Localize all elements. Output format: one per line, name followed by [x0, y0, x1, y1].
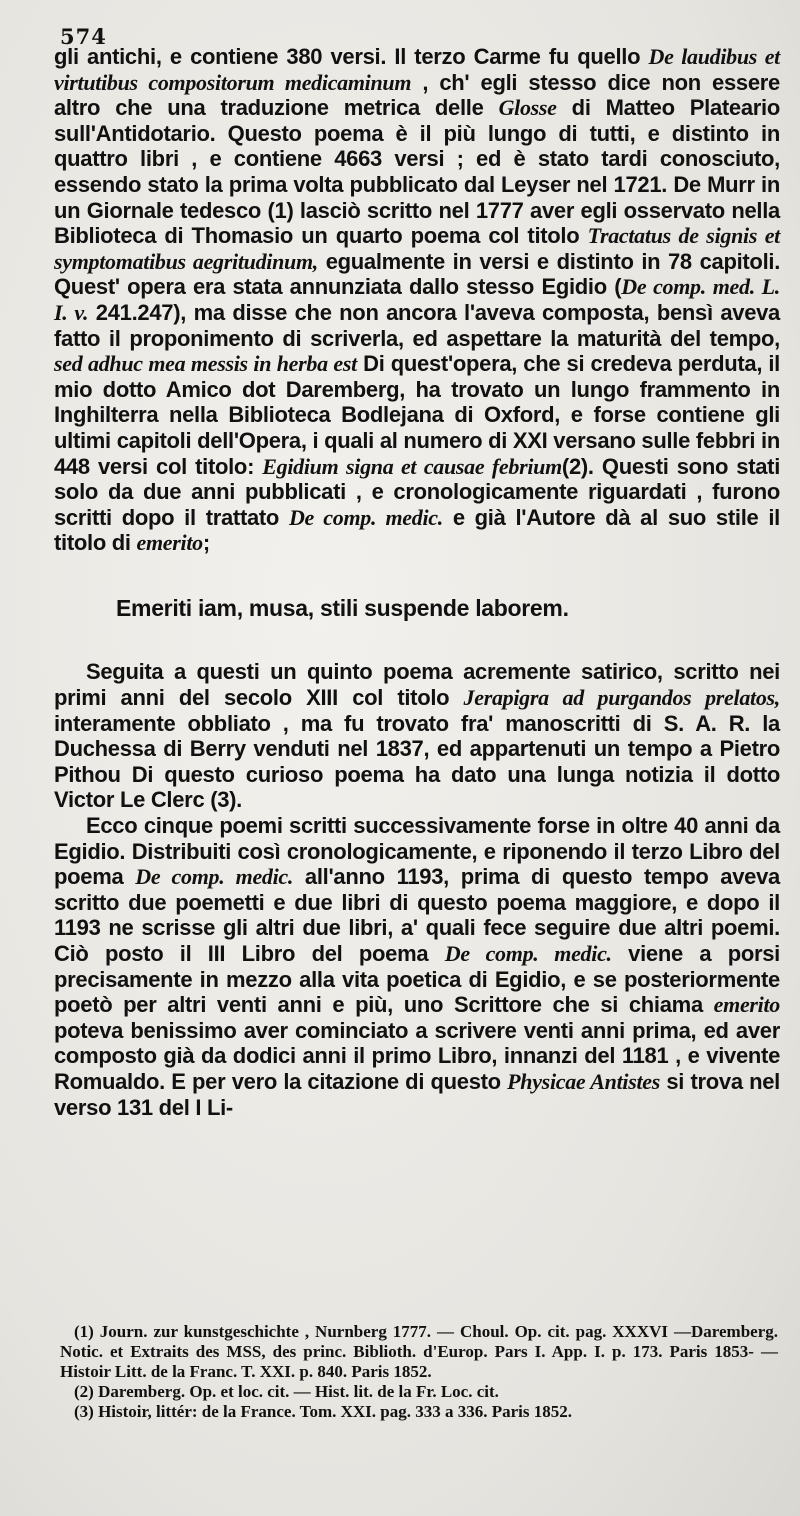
- page-number: 574: [60, 24, 107, 49]
- italic-title: De comp. medic.: [135, 864, 294, 890]
- footnote-3: (3) Histoir, littér: de la France. Tom. XXI. pag. 333 a 336. Paris 1852.: [74, 1402, 572, 1421]
- italic-title: Jerapigra ad purgandos prelatos,: [463, 685, 780, 711]
- italic-title: Physicae Antistes: [507, 1068, 661, 1094]
- text-run: Ecco cinque poemi scritti successivamente forse in oltre 40 anni da Egidio. Distribuiti così cronologicamente, e riponendo il terzo Libro del poema: [54, 813, 780, 890]
- text-run: interamente obbliato , ma fu trovato fra' manoscritti di S. A. R. la Duchessa di Berry venduti nel 1837, ed appartenuti un tempo a Pietro Pithou Di questo curioso poema ha dato una lunga notizia il dotto Victor Le Clerc (3).: [54, 710, 780, 813]
- text-run: Seguita a questi un quinto poema acremente satirico, scritto nei primi anni del secolo XIII col titolo: [54, 659, 780, 711]
- paragraph-3: [54, 813, 780, 1120]
- footnote-1: (1) Journ. zur kunstgeschichte , Nurnberg 1777. — Choul. Op. cit. pag. XXXVI —Daremberg. Notic. et Extraits des MSS, des princ. Biblioth. d'Europ. Pars I. App. I. p. 173. Paris 1853- — Histoir Litt. de la Franc. T. XXI. p. 840. Paris 1852.: [60, 1322, 778, 1381]
- footnotes: [60, 1322, 778, 1422]
- italic-title: De comp. medic.: [288, 504, 443, 530]
- text-run: e già l'Autore dà al suo stile il titolo di: [54, 504, 780, 556]
- text-run: (2). Questi sono stati solo da due anni pubblicati , e cronologicamente riguardati , furono scritti dopo il trattato: [54, 453, 781, 530]
- text-run: Di quest'opera, che si credeva perduta, il mio dotto Amico dot Daremberg, ha trovato un lungo frammento in Inghilterra nella Biblioteca Bodlejana di Oxford, e forse contiene gli ultimi capitoli dell'Opera, i quali al numero di XXI versano sulle febbri in 448 versi col titolo:: [54, 351, 780, 479]
- text-run: poteva benissimo aver cominciato a scrivere venti anni prima, ed aver composto già da dodici anni il primo Libro, innanzi del 1181 , e vivente Romualdo. E per vero la citazione di questo: [54, 1017, 780, 1094]
- italic-title: De laudibus et virtutibus compositorum medicaminum: [54, 44, 780, 95]
- italic-title: Tractatus de signis et symptomatibus aegritudinum,: [54, 223, 780, 274]
- text-run: ;: [202, 530, 210, 556]
- text-run: all'anno 1193, prima di questo tempo aveva scritto due poemetti e due libri di questo poema maggiore, e dopo il 1193 ne scrisse gli altri due libri, a' quali fece seguire due altri poemi. Ciò posto il III Libro del poema: [54, 864, 780, 966]
- verse-quotation: Emeriti iam, musa, stili suspende laborem.: [116, 594, 569, 621]
- italic-word: emerito: [713, 992, 780, 1018]
- text-run: 241.247), ma disse che non ancora l'aveva composta, bensì aveva fatto il proponimento di scriverla, ed aspettare la maturità del tempo,: [54, 299, 780, 351]
- italic-title: De comp. medic.: [444, 941, 612, 966]
- text-run: egualmente in versi e distinto in 78 capitoli. Quest' opera era stata annunziata dallo stesso Egidio (: [54, 248, 781, 300]
- text-run: , ch' egli stesso dice non essere altro che una traduzione metrica delle: [54, 69, 780, 121]
- text-run: gli antichi, e contiene 380 versi. Il terzo Carme fu quello: [54, 44, 649, 69]
- italic-quote: sed adhuc mea messis in herba est: [54, 351, 357, 377]
- italic-title: Egidium signa et causae febrium: [262, 453, 562, 479]
- paragraph-2: [54, 659, 780, 813]
- text-run: di Matteo Plateario sull'Antidotario. Questo poema è il più lungo di tutti, e distinto in quattro libri , e contiene 4663 versi ; ed è stato tardi conosciuto, essendo stato la prima volta pubblicato dal Leyser nel 1721. De Murr in un Giornale tedesco (1) lasciò scritto nel 1777 aver egli osservato nella Biblioteca di Thomasio un quarto poema col titolo: [54, 95, 780, 249]
- main-text: [54, 44, 780, 1120]
- italic-title: Glosse: [498, 95, 557, 121]
- paragraph-1: [54, 44, 780, 556]
- italic-citation: De comp. med. L. I. v.: [54, 274, 780, 325]
- text-run: viene a porsi precisamente in mezzo alla vita poetica di Egidio, e se posteriormente poetò per altri venti anni e più, uno Scrittore che si chiama: [54, 941, 780, 1018]
- footnote-2: (2) Daremberg. Op. et loc. cit. — Hist. lit. de la Fr. Loc. cit.: [74, 1382, 499, 1401]
- italic-word: emerito: [136, 530, 203, 556]
- text-run: si trova nel verso 131 del I Li-: [54, 1068, 780, 1120]
